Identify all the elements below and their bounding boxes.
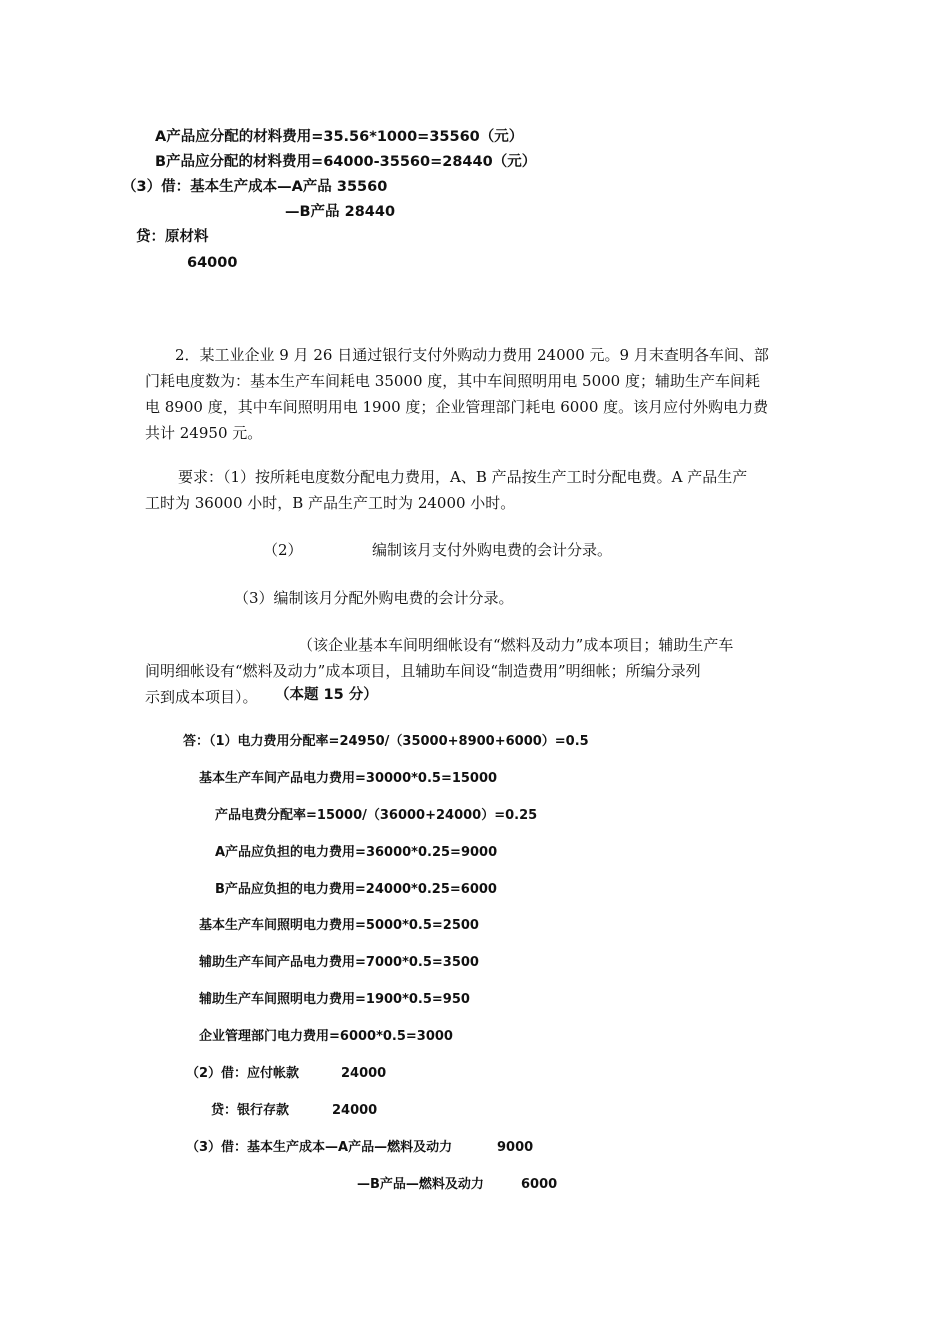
note-line-1: （该企业基本车间明细帐设有“燃料及动力”成本项目；辅助生产车 <box>298 636 734 654</box>
note-line-2: 间明细帐设有“燃料及动力”成本项目，且辅助车间设“制造费用”明细帐；所编分录列 <box>145 662 701 680</box>
question-2-line-4: 共计 24950 元。 <box>145 424 263 442</box>
requirement-2-number: （2） <box>263 541 303 559</box>
answer-line-7: 辅助生产车间产品电力费用=7000*0.5=3500 <box>199 955 479 970</box>
answer-entry-3-b: —B产品—燃料及动力 <box>357 1177 484 1192</box>
answer-line-6: 基本生产车间照明电力费用=5000*0.5=2500 <box>199 918 479 933</box>
entry-3-credit: 贷：原材料 <box>136 229 209 245</box>
answer-entry-3-b-amount: 6000 <box>521 1177 558 1192</box>
entry-3-credit-amount: 64000 <box>187 255 238 271</box>
answer-entry-2-debit: （2）借：应付帐款 <box>186 1066 300 1081</box>
answer-line-3: 产品电费分配率=15000/（36000+24000）=0.25 <box>215 808 538 823</box>
answer-line-8: 辅助生产车间照明电力费用=1900*0.5=950 <box>199 992 470 1007</box>
material-cost-a-line: A产品应分配的材料费用=35.56*1000=35560（元） <box>155 129 524 145</box>
score-label: （本题 15 分） <box>275 687 378 703</box>
requirement-3: （3）编制该月分配外购电费的会计分录。 <box>234 589 514 607</box>
answer-line-1: 答：（1）电力费用分配率=24950/（35000+8900+6000）=0.5 <box>183 734 589 749</box>
requirement-2-text: 编制该月支付外购电费的会计分录。 <box>372 541 613 559</box>
requirement-1-line-1: 要求：（1）按所耗电度数分配电力费用，A、B 产品按生产工时分配电费。A 产品生产 <box>178 468 748 486</box>
requirement-1-line-2: 工时为 36000 小时，B 产品生产工时为 24000 小时。 <box>145 494 516 512</box>
answer-line-4: A产品应负担的电力费用=36000*0.25=9000 <box>215 845 498 860</box>
answer-line-5: B产品应负担的电力费用=24000*0.25=6000 <box>215 882 497 897</box>
entry-3-debit-a: （3）借：基本生产成本—A产品 35560 <box>122 179 388 195</box>
answer-entry-3-debit: （3）借：基本生产成本—A产品—燃料及动力 <box>186 1140 453 1155</box>
question-2-line-2: 门耗电度数为：基本生产车间耗电 35000 度，其中车间照明用电 5000 度；辅助生产车间耗 <box>145 372 760 390</box>
answer-entry-2-debit-amount: 24000 <box>341 1066 387 1081</box>
material-cost-b-line: B产品应分配的材料费用=64000-35560=28440（元） <box>155 154 537 170</box>
note-line-3: 示到成本项目）。 <box>145 688 258 706</box>
answer-entry-2-credit-amount: 24000 <box>332 1103 378 1118</box>
answer-entry-2-credit: 贷：银行存款 <box>211 1103 290 1118</box>
question-2-line-3: 电 8900 度，其中车间照明用电 1900 度；企业管理部门耗电 6000 度。该月应付外购电力费 <box>145 398 769 416</box>
answer-line-2: 基本生产车间产品电力费用=30000*0.5=15000 <box>199 771 498 786</box>
answer-line-9: 企业管理部门电力费用=6000*0.5=3000 <box>199 1029 453 1044</box>
answer-entry-3-debit-amount: 9000 <box>497 1140 534 1155</box>
entry-3-debit-b: —B产品 28440 <box>285 204 396 220</box>
question-2-line-1: 2．某工业企业 9 月 26 日通过银行支付外购动力费用 24000 元。9 月末查明各车间、部 <box>175 346 769 364</box>
